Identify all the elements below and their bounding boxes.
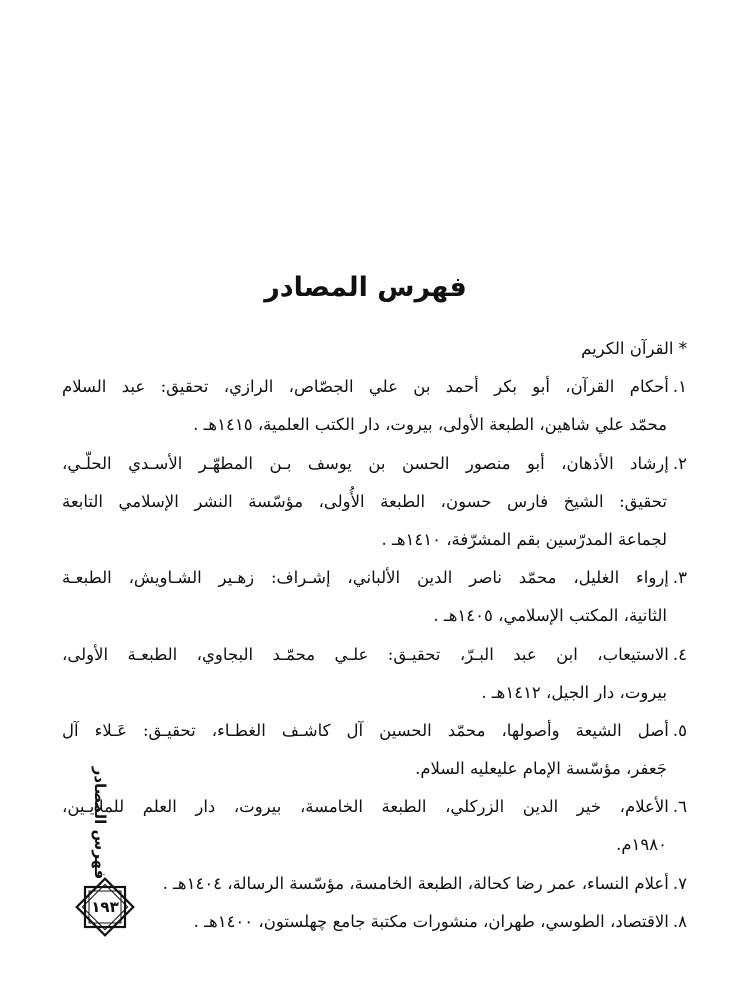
list-item [62, 636, 687, 712]
list-item [62, 330, 687, 368]
entry-line: الاقتصاد، الطوسي، طهران، منشورات مكتبة جامع چهلستون، ١٤٠٠هـ . [193, 911, 669, 931]
entry-number: ٤. [672, 644, 687, 664]
entry-number: ٣. [672, 568, 687, 588]
list-item [62, 559, 687, 635]
entry-number: ٨. [672, 911, 687, 931]
running-header [84, 768, 116, 878]
entry-line: أعلام النساء، عمر رضا كحالة، الطبعة الخامسة، مؤسّسة الرسالة، ١٤٠٤هـ . [162, 873, 669, 893]
entry-line: أحكام القرآن، أبو بكر أحمد بن علي الجصّاص، الرازي، تحقيق: عبد السلام [62, 377, 669, 397]
list-item [62, 788, 687, 864]
list-item [62, 903, 687, 941]
page-title: فهرس المصادر [264, 272, 467, 303]
list-item [62, 368, 687, 444]
sources-list [62, 330, 687, 941]
entry-number: ١. [672, 377, 687, 397]
entry-line: بيروت، دار الجيل، ١٤١٢هـ . [481, 682, 667, 702]
entry-line: إرشاد الأذهان، أبو منصور الحسن بن يوسف بـن المطهّـر الأسـدي الحلّـي، [62, 453, 669, 473]
entry-number: ٢. [672, 453, 687, 473]
entry-line: ١٩٨٠م. [616, 835, 667, 855]
entry-number: ٧. [672, 873, 687, 893]
entry-number: ٥. [672, 720, 687, 740]
running-header-text: فهرس المصادر [91, 766, 109, 880]
entry-number: ٦. [672, 797, 688, 817]
entry-line: أصل الشيعة وأصولها، محمّد الحسين آل كاشـف الغطـاء، تحقيـق: عَـلاء آل [62, 720, 669, 740]
entry-line: الأعلام، خير الدين الزركلي، الطبعة الخامسة، بيروت، دار العلم للملايـين، [62, 797, 669, 817]
entry-line: الثانية، المكتب الإسلامي، ١٤٠٥هـ . [433, 606, 667, 626]
list-item [62, 712, 687, 788]
entry-line: لجماعة المدرّسين بقم المشرّفة، ١٤١٠هـ . [381, 529, 667, 549]
list-item [62, 445, 687, 560]
entry-line: الاستيعاب، ابن عبد البـرّ، تحقيـق: علـي محمّـد البجاوي، الطبعـة الأولى، [62, 644, 669, 664]
entry-line: إرواء الغليل، محمّد ناصر الدين الألباني، إشـراف: زهـير الشـاويش، الطبعـة [62, 568, 669, 588]
entry-line: جَعفر، مؤسّسة الإمام عليعليه السلام. [415, 759, 667, 779]
page-number: ١٩٣ [91, 898, 119, 916]
list-item [62, 865, 687, 903]
entry-line: محمّد علي شاهين، الطبعة الأولى، بيروت، دار الكتب العلمية، ١٤١٥هـ . [193, 415, 667, 435]
entry-line: * القرآن الكريم [581, 339, 687, 358]
entry-line: تحقيق: الشيخ فارس حسون، الطبعة الأُولى، مؤسّسة النشر الإسلامي التابعة [62, 491, 667, 511]
